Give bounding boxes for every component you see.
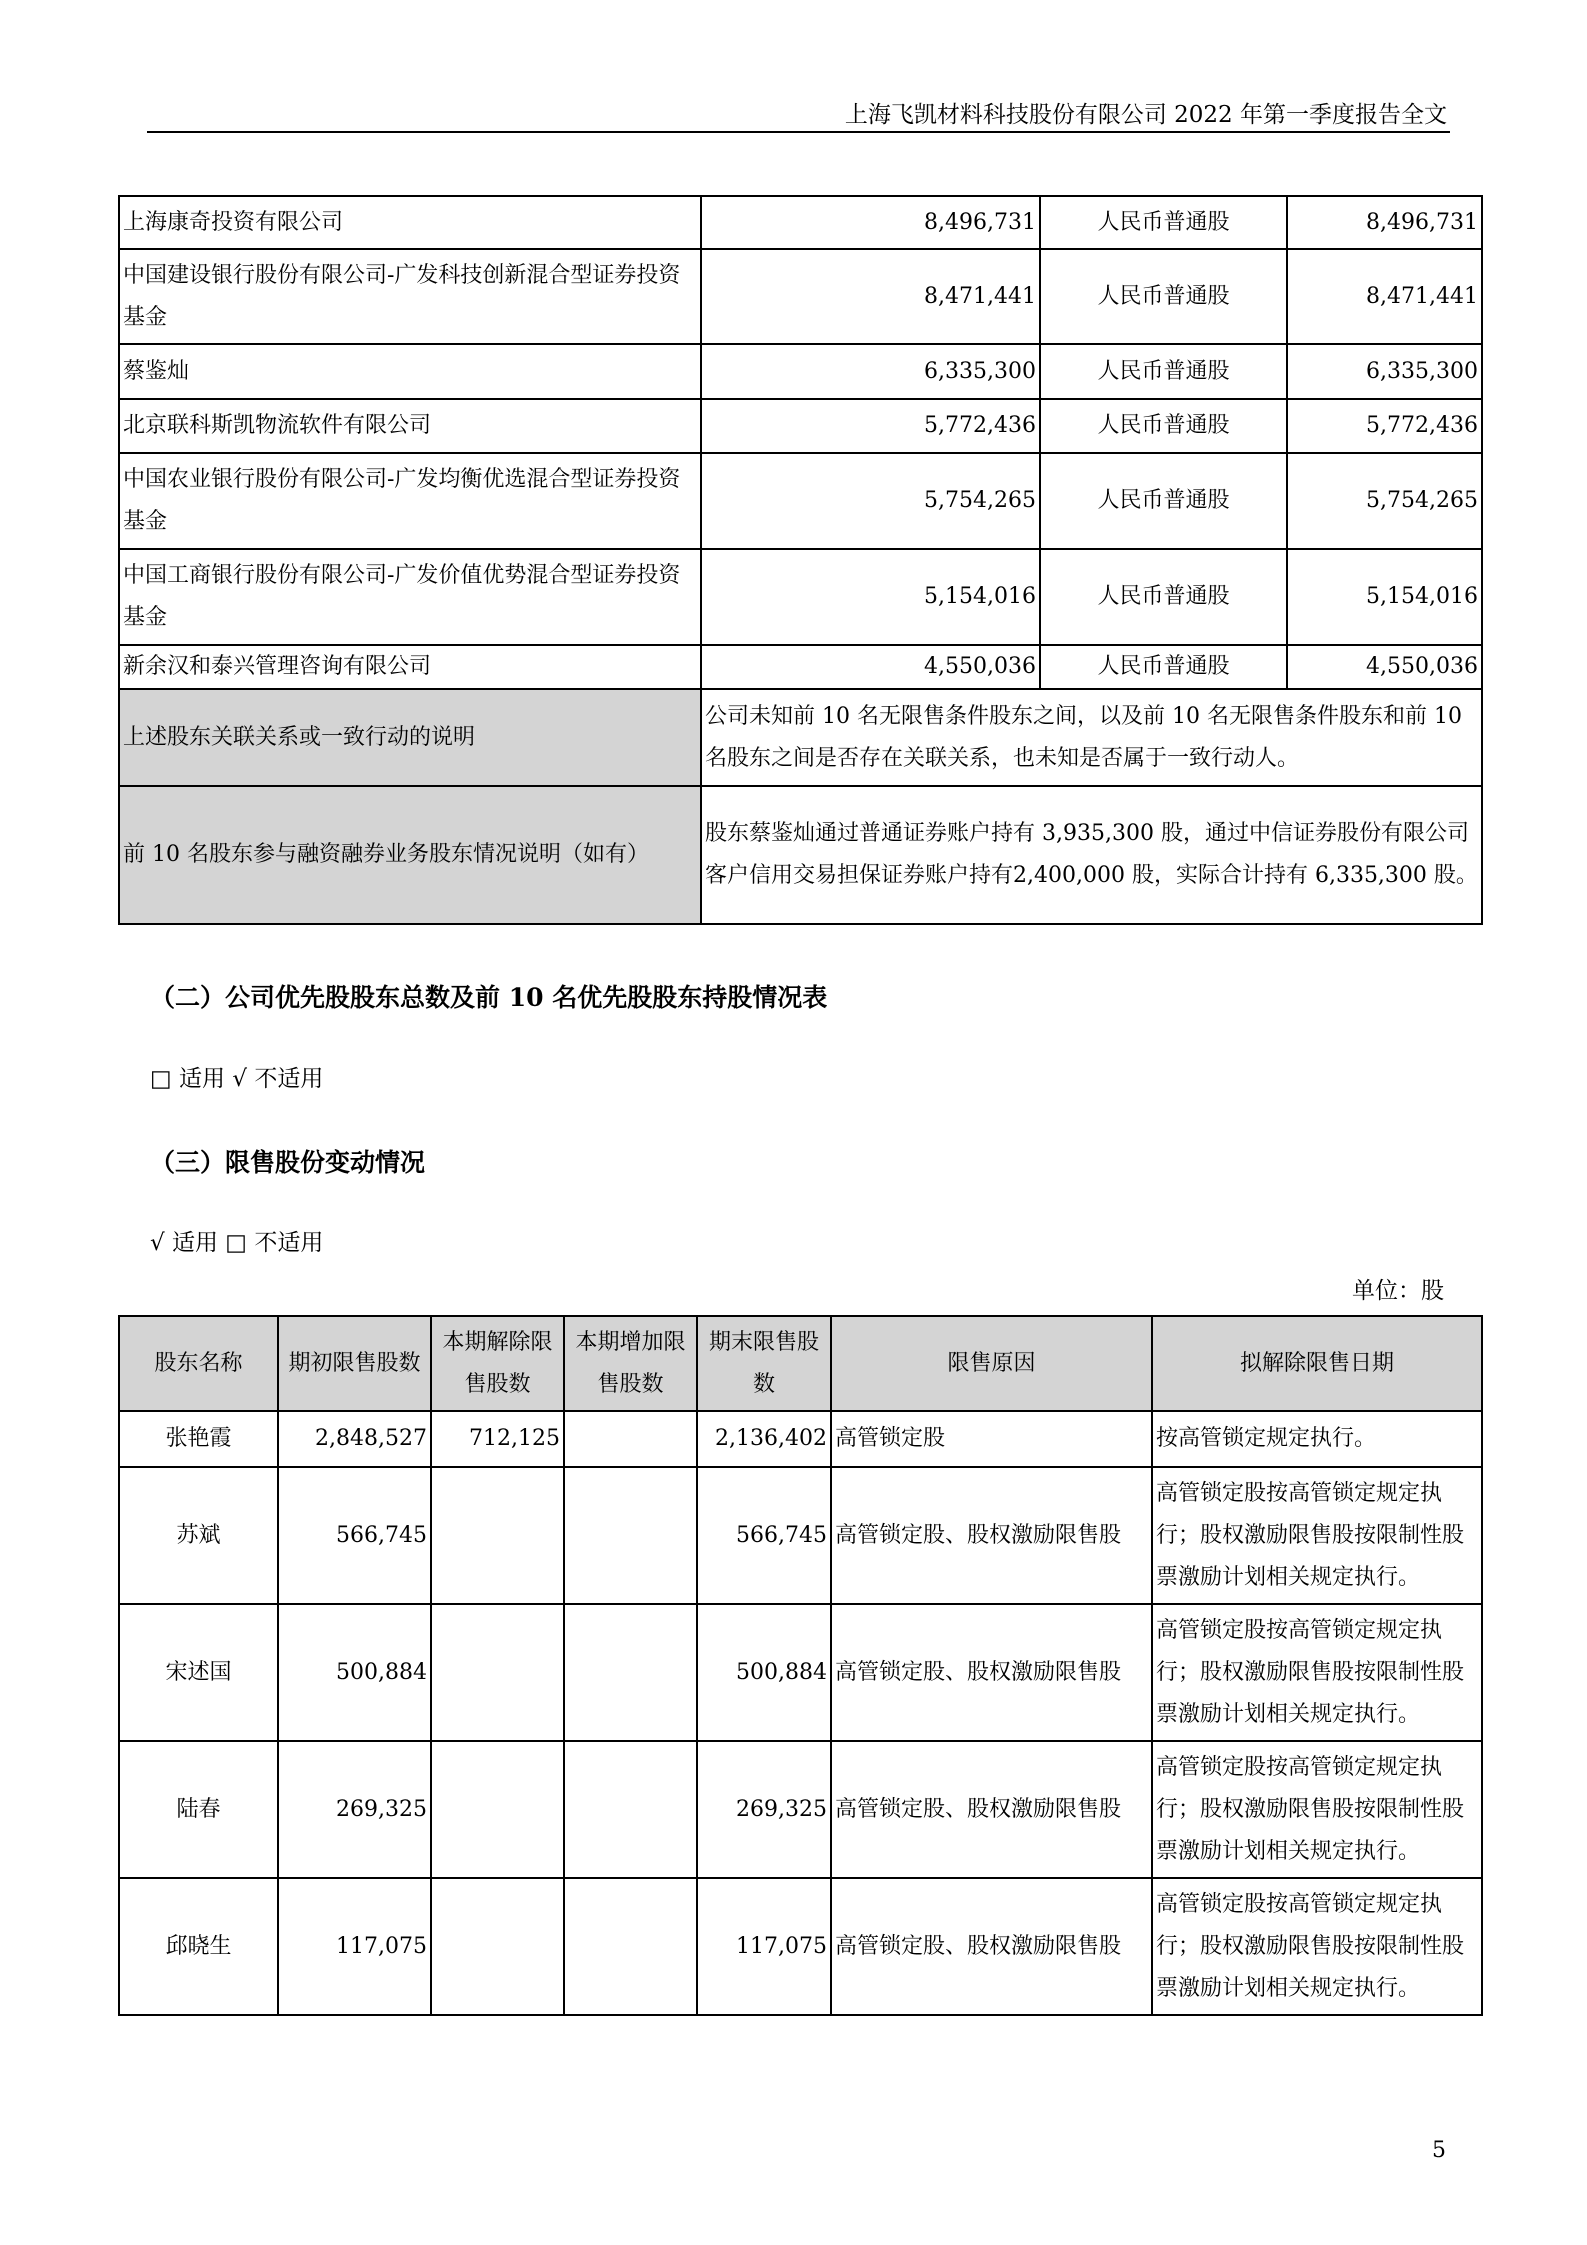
- share-type: 人民币普通股: [1040, 249, 1287, 344]
- holder-name: 中国建设银行股份有限公司-广发科技创新混合型证券投资基金: [119, 249, 701, 344]
- table-row: [119, 1741, 1482, 1878]
- added-shares: [564, 1604, 697, 1741]
- end-restricted: 2,136,402: [697, 1411, 831, 1467]
- column-header: 本期增加限售股数: [564, 1316, 697, 1411]
- holder-name: 上海康奇投资有限公司: [119, 196, 701, 249]
- running-header: 上海飞凯材料科技股份有限公司 2022 年第一季度报告全文: [844, 102, 1447, 128]
- holder-name: 中国农业银行股份有限公司-广发均衡优选混合型证券投资基金: [119, 453, 701, 549]
- section-3-heading: （三）限售股份变动情况: [150, 1148, 426, 1177]
- holder-name: 蔡鉴灿: [119, 344, 701, 399]
- start-restricted: 117,075: [278, 1878, 431, 2015]
- share-count: 8,471,441: [1287, 249, 1482, 344]
- start-restricted: 566,745: [278, 1467, 431, 1604]
- holder-shares: 4,550,036: [701, 645, 1040, 689]
- section-2-applicability: □ 适用 √ 不适用: [150, 1066, 324, 1092]
- table-row: [119, 453, 1482, 549]
- section-3-applicability: √ 适用 □ 不适用: [150, 1230, 324, 1256]
- table-row: [119, 1878, 1482, 2015]
- table-row: [119, 196, 1482, 249]
- holder-shares: 5,154,016: [701, 549, 1040, 645]
- added-shares: [564, 1878, 697, 2015]
- end-restricted: 117,075: [697, 1878, 831, 2015]
- share-type: 人民币普通股: [1040, 344, 1287, 399]
- end-restricted: 566,745: [697, 1467, 831, 1604]
- column-header: 期末限售股数: [697, 1316, 831, 1411]
- page-number: 5: [1432, 2138, 1446, 2163]
- top-shareholders-table: [118, 195, 1483, 925]
- share-count: 8,496,731: [1287, 196, 1482, 249]
- restricted-shares-table: [118, 1315, 1483, 2016]
- restriction-reason: 高管锁定股: [831, 1411, 1152, 1467]
- share-type: 人民币普通股: [1040, 399, 1287, 453]
- share-count: 6,335,300: [1287, 344, 1482, 399]
- section-2-heading: （二）公司优先股股东总数及前 10 名优先股股东持股情况表: [150, 983, 828, 1012]
- table-row: [119, 344, 1482, 399]
- share-type: 人民币普通股: [1040, 453, 1287, 549]
- column-header: 股东名称: [119, 1316, 278, 1411]
- share-count: 5,772,436: [1287, 399, 1482, 453]
- start-restricted: 269,325: [278, 1741, 431, 1878]
- release-date: 高管锁定股按高管锁定规定执行；股权激励限售股按限制性股票激励计划相关规定执行。: [1152, 1467, 1482, 1604]
- holder-shares: 8,496,731: [701, 196, 1040, 249]
- release-date: 高管锁定股按高管锁定规定执行；股权激励限售股按限制性股票激励计划相关规定执行。: [1152, 1741, 1482, 1878]
- holder-shares: 5,754,265: [701, 453, 1040, 549]
- table-row: [119, 249, 1482, 344]
- holder-name: 陆春: [119, 1741, 278, 1878]
- table-row: [119, 1467, 1482, 1604]
- note-text: 股东蔡鉴灿通过普通证券账户持有 3,935,300 股，通过中信证券股份有限公司客户信用交易担保证券账户持有2,400,000 股，实际合计持有 6,335,300 股。: [701, 786, 1482, 924]
- note-text: 公司未知前 10 名无限售条件股东之间，以及前 10 名无限售条件股东和前 10 名股东之间是否存在关联关系，也未知是否属于一致行动人。: [701, 689, 1482, 786]
- unit-label: 单位：股: [1352, 1278, 1444, 1304]
- table-row: [119, 1604, 1482, 1741]
- holder-name: 宋述国: [119, 1604, 278, 1741]
- restriction-reason: 高管锁定股、股权激励限售股: [831, 1741, 1152, 1878]
- table-row: [119, 399, 1482, 453]
- holder-name: 新余汉和泰兴管理咨询有限公司: [119, 645, 701, 689]
- header-rule: [147, 131, 1450, 133]
- table-row: [119, 645, 1482, 689]
- holder-shares: 6,335,300: [701, 344, 1040, 399]
- released-shares: [431, 1604, 564, 1741]
- note-row: [119, 786, 1482, 924]
- holder-name: 张艳霞: [119, 1411, 278, 1467]
- share-type: 人民币普通股: [1040, 549, 1287, 645]
- released-shares: [431, 1741, 564, 1878]
- start-restricted: 2,848,527: [278, 1411, 431, 1467]
- released-shares: [431, 1878, 564, 2015]
- note-row: [119, 689, 1482, 786]
- released-shares: 712,125: [431, 1411, 564, 1467]
- added-shares: [564, 1741, 697, 1878]
- note-label: 前 10 名股东参与融资融券业务股东情况说明（如有）: [119, 786, 701, 924]
- column-header: 限售原因: [831, 1316, 1152, 1411]
- holder-name: 邱晓生: [119, 1878, 278, 2015]
- start-restricted: 500,884: [278, 1604, 431, 1741]
- restriction-reason: 高管锁定股、股权激励限售股: [831, 1467, 1152, 1604]
- holder-shares: 8,471,441: [701, 249, 1040, 344]
- end-restricted: 269,325: [697, 1741, 831, 1878]
- share-count: 4,550,036: [1287, 645, 1482, 689]
- holder-shares: 5,772,436: [701, 399, 1040, 453]
- added-shares: [564, 1411, 697, 1467]
- holder-name: 中国工商银行股份有限公司-广发价值优势混合型证券投资基金: [119, 549, 701, 645]
- end-restricted: 500,884: [697, 1604, 831, 1741]
- note-label: 上述股东关联关系或一致行动的说明: [119, 689, 701, 786]
- holder-name: 苏斌: [119, 1467, 278, 1604]
- share-type: 人民币普通股: [1040, 196, 1287, 249]
- share-type: 人民币普通股: [1040, 645, 1287, 689]
- added-shares: [564, 1467, 697, 1604]
- release-date: 按高管锁定规定执行。: [1152, 1411, 1482, 1467]
- column-header: 本期解除限售股数: [431, 1316, 564, 1411]
- restriction-reason: 高管锁定股、股权激励限售股: [831, 1604, 1152, 1741]
- table-row: [119, 1411, 1482, 1467]
- release-date: 高管锁定股按高管锁定规定执行；股权激励限售股按限制性股票激励计划相关规定执行。: [1152, 1604, 1482, 1741]
- holder-name: 北京联科斯凯物流软件有限公司: [119, 399, 701, 453]
- column-header: 拟解除限售日期: [1152, 1316, 1482, 1411]
- share-count: 5,154,016: [1287, 549, 1482, 645]
- table-row: [119, 549, 1482, 645]
- restriction-reason: 高管锁定股、股权激励限售股: [831, 1878, 1152, 2015]
- column-header: 期初限售股数: [278, 1316, 431, 1411]
- released-shares: [431, 1467, 564, 1604]
- share-count: 5,754,265: [1287, 453, 1482, 549]
- release-date: 高管锁定股按高管锁定规定执行；股权激励限售股按限制性股票激励计划相关规定执行。: [1152, 1878, 1482, 2015]
